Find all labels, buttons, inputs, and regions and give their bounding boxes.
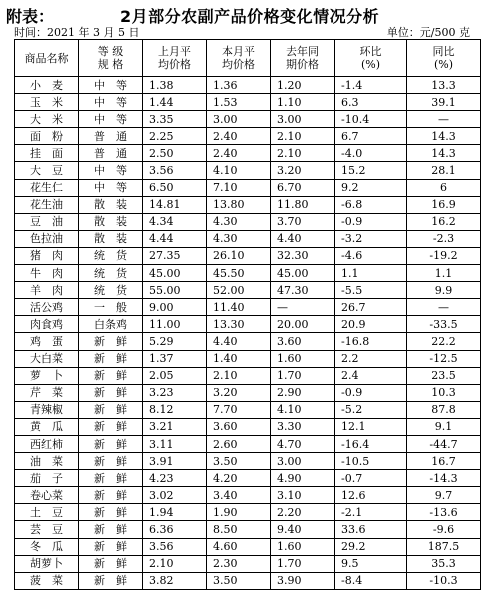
cell-this-month: 3.40 [207, 487, 271, 504]
cell-grade: 白条鸡 [79, 316, 143, 333]
cell-mom: 12.1 [335, 418, 407, 435]
cell-name: 鸡 蛋 [15, 333, 79, 350]
cell-this-month: 4.60 [207, 538, 271, 555]
report-header [0, 0, 484, 40]
price-unit: 单位：元/500 克 [386, 26, 470, 39]
col-header-this-month: 本月平 均价格 [207, 40, 271, 77]
cell-mom: -4.0 [335, 145, 407, 162]
cell-grade: 新 鲜 [79, 384, 143, 401]
cell-yoy: 9.1 [407, 418, 481, 435]
cell-yoy: -10.3 [407, 572, 481, 589]
cell-last-year: 1.60 [271, 538, 335, 555]
cell-name: 色拉油 [15, 230, 79, 247]
table-row [15, 128, 481, 145]
cell-last-month: 2.50 [143, 145, 207, 162]
table-row [15, 367, 481, 384]
cell-mom: 15.2 [335, 162, 407, 179]
cell-name: 小 麦 [15, 77, 79, 94]
table-row [15, 247, 481, 264]
cell-grade: 新 鲜 [79, 572, 143, 589]
cell-this-month: 45.50 [207, 265, 271, 282]
cell-this-month: 2.60 [207, 435, 271, 452]
page-title: 2月部分农副产品价格变化情况分析 [120, 7, 380, 26]
cell-name: 大白菜 [15, 350, 79, 367]
cell-last-year: 2.90 [271, 384, 335, 401]
cell-last-year: 4.70 [271, 435, 335, 452]
cell-this-month: 3.20 [207, 384, 271, 401]
cell-mom: -10.4 [335, 111, 407, 128]
cell-name: 胡萝卜 [15, 555, 79, 572]
cell-mom: 9.2 [335, 179, 407, 196]
cell-mom: -6.8 [335, 196, 407, 213]
cell-this-month: 2.10 [207, 367, 271, 384]
cell-last-month: 4.23 [143, 470, 207, 487]
cell-last-year: 3.20 [271, 162, 335, 179]
table-row [15, 282, 481, 299]
cell-grade: 中 等 [79, 77, 143, 94]
cell-grade: 统 货 [79, 265, 143, 282]
cell-last-month: 3.56 [143, 162, 207, 179]
cell-yoy: — [407, 299, 481, 316]
cell-yoy: 13.3 [407, 77, 481, 94]
cell-last-year: 47.30 [271, 282, 335, 299]
cell-name: 黄 瓜 [15, 418, 79, 435]
cell-name: 茄 子 [15, 470, 79, 487]
cell-grade: 统 货 [79, 247, 143, 264]
cell-mom: 33.6 [335, 521, 407, 538]
cell-this-month: 11.40 [207, 299, 271, 316]
cell-last-month: 3.56 [143, 538, 207, 555]
cell-last-month: 3.82 [143, 572, 207, 589]
col-header-last-month: 上月平 均价格 [143, 40, 207, 77]
cell-name: 活公鸡 [15, 299, 79, 316]
cell-grade: 中 等 [79, 179, 143, 196]
table-row [15, 333, 481, 350]
cell-this-month: 2.40 [207, 128, 271, 145]
cell-grade: 新 鲜 [79, 401, 143, 418]
cell-grade: 新 鲜 [79, 350, 143, 367]
table-row [15, 350, 481, 367]
cell-mom: 2.2 [335, 350, 407, 367]
cell-last-month: 3.02 [143, 487, 207, 504]
cell-last-year: 3.00 [271, 453, 335, 470]
cell-grade: 新 鲜 [79, 555, 143, 572]
cell-last-year: 3.00 [271, 111, 335, 128]
cell-name: 油 菜 [15, 453, 79, 470]
cell-name: 花生油 [15, 196, 79, 213]
cell-yoy: -44.7 [407, 435, 481, 452]
cell-last-year: 3.60 [271, 333, 335, 350]
cell-grade: 新 鲜 [79, 504, 143, 521]
cell-this-month: 1.90 [207, 504, 271, 521]
cell-grade: 新 鲜 [79, 453, 143, 470]
cell-mom: 6.3 [335, 94, 407, 111]
cell-name: 面 粉 [15, 128, 79, 145]
cell-name: 猪 肉 [15, 247, 79, 264]
table-row [15, 453, 481, 470]
cell-grade: 一 般 [79, 299, 143, 316]
cell-grade: 新 鲜 [79, 367, 143, 384]
cell-last-year: 2.10 [271, 145, 335, 162]
table-row [15, 145, 481, 162]
cell-grade: 新 鲜 [79, 435, 143, 452]
cell-yoy: 9.7 [407, 487, 481, 504]
col-header-yoy: 同比 (%) [407, 40, 481, 77]
table-row [15, 299, 481, 316]
table-row [15, 384, 481, 401]
cell-yoy: -9.6 [407, 521, 481, 538]
table-row [15, 111, 481, 128]
cell-mom: -0.7 [335, 470, 407, 487]
cell-name: 肉食鸡 [15, 316, 79, 333]
cell-last-month: 55.00 [143, 282, 207, 299]
cell-last-year: 20.00 [271, 316, 335, 333]
cell-last-month: 1.37 [143, 350, 207, 367]
cell-grade: 新 鲜 [79, 470, 143, 487]
cell-this-month: 4.30 [207, 230, 271, 247]
cell-grade: 普 通 [79, 128, 143, 145]
cell-grade: 普 通 [79, 145, 143, 162]
cell-last-month: 5.29 [143, 333, 207, 350]
cell-yoy: 1.1 [407, 265, 481, 282]
table-row [15, 196, 481, 213]
cell-name: 羊 肉 [15, 282, 79, 299]
cell-yoy: 28.1 [407, 162, 481, 179]
cell-mom: -10.5 [335, 453, 407, 470]
table-row [15, 470, 481, 487]
cell-last-month: 3.11 [143, 435, 207, 452]
cell-this-month: 3.50 [207, 572, 271, 589]
cell-this-month: 7.10 [207, 179, 271, 196]
cell-last-month: 6.36 [143, 521, 207, 538]
cell-last-month: 3.23 [143, 384, 207, 401]
cell-last-year: 3.90 [271, 572, 335, 589]
cell-last-year: 2.20 [271, 504, 335, 521]
cell-last-year: 6.70 [271, 179, 335, 196]
cell-mom: -5.2 [335, 401, 407, 418]
appendix-label: 附表： [6, 7, 55, 26]
cell-name: 卷心菜 [15, 487, 79, 504]
cell-yoy: 14.3 [407, 128, 481, 145]
cell-grade: 散 装 [79, 196, 143, 213]
cell-this-month: 4.10 [207, 162, 271, 179]
cell-last-year: 32.30 [271, 247, 335, 264]
cell-this-month: 2.30 [207, 555, 271, 572]
table-row [15, 162, 481, 179]
table-row [15, 213, 481, 230]
cell-this-month: 3.60 [207, 418, 271, 435]
cell-name: 花生仁 [15, 179, 79, 196]
cell-this-month: 2.40 [207, 145, 271, 162]
cell-mom: -16.8 [335, 333, 407, 350]
cell-mom: 9.5 [335, 555, 407, 572]
cell-this-month: 4.20 [207, 470, 271, 487]
cell-last-month: 2.10 [143, 555, 207, 572]
cell-last-month: 4.34 [143, 213, 207, 230]
cell-grade: 新 鲜 [79, 521, 143, 538]
cell-mom: 29.2 [335, 538, 407, 555]
cell-last-year: 1.70 [271, 367, 335, 384]
cell-last-year: 2.10 [271, 128, 335, 145]
cell-this-month: 13.80 [207, 196, 271, 213]
table-row [15, 521, 481, 538]
cell-yoy: 6 [407, 179, 481, 196]
cell-this-month: 3.50 [207, 453, 271, 470]
cell-name: 牛 肉 [15, 265, 79, 282]
cell-name: 芹 菜 [15, 384, 79, 401]
cell-grade: 新 鲜 [79, 487, 143, 504]
table-row [15, 487, 481, 504]
cell-yoy: -19.2 [407, 247, 481, 264]
cell-name: 大 豆 [15, 162, 79, 179]
cell-this-month: 4.30 [207, 213, 271, 230]
col-header-name: 商品名称 [15, 40, 79, 77]
cell-this-month: 1.36 [207, 77, 271, 94]
cell-last-year: 3.70 [271, 213, 335, 230]
cell-name: 西红柿 [15, 435, 79, 452]
cell-last-month: 1.94 [143, 504, 207, 521]
cell-last-month: 1.44 [143, 94, 207, 111]
table-row [15, 538, 481, 555]
cell-yoy: -14.3 [407, 470, 481, 487]
cell-name: 芸 豆 [15, 521, 79, 538]
cell-yoy: 10.3 [407, 384, 481, 401]
col-header-mom: 环比 (%) [335, 40, 407, 77]
cell-last-year: 1.70 [271, 555, 335, 572]
cell-last-month: 1.38 [143, 77, 207, 94]
cell-last-year: 45.00 [271, 265, 335, 282]
cell-yoy: — [407, 111, 481, 128]
cell-this-month: 26.10 [207, 247, 271, 264]
cell-name: 菠 菜 [15, 572, 79, 589]
cell-this-month: 13.30 [207, 316, 271, 333]
cell-yoy: 23.5 [407, 367, 481, 384]
cell-last-month: 3.91 [143, 453, 207, 470]
cell-this-month: 1.40 [207, 350, 271, 367]
cell-yoy: 39.1 [407, 94, 481, 111]
cell-last-year: — [271, 299, 335, 316]
cell-mom: -4.6 [335, 247, 407, 264]
col-header-last-year: 去年同 期价格 [271, 40, 335, 77]
cell-mom: -3.2 [335, 230, 407, 247]
price-table [14, 39, 481, 590]
cell-last-month: 3.35 [143, 111, 207, 128]
cell-this-month: 8.50 [207, 521, 271, 538]
table-header-row [15, 40, 481, 77]
cell-mom: 2.4 [335, 367, 407, 384]
cell-yoy: 35.3 [407, 555, 481, 572]
table-row [15, 504, 481, 521]
cell-last-year: 3.10 [271, 487, 335, 504]
cell-name: 土 豆 [15, 504, 79, 521]
cell-this-month: 1.53 [207, 94, 271, 111]
cell-mom: -0.9 [335, 384, 407, 401]
cell-mom: 26.7 [335, 299, 407, 316]
cell-last-month: 9.00 [143, 299, 207, 316]
table-row [15, 94, 481, 111]
cell-last-month: 11.00 [143, 316, 207, 333]
cell-last-month: 4.44 [143, 230, 207, 247]
cell-yoy: 87.8 [407, 401, 481, 418]
report-date: 时间：2021 年 3 月 5 日 [14, 26, 140, 39]
cell-yoy: 16.7 [407, 453, 481, 470]
cell-name: 萝 卜 [15, 367, 79, 384]
table-row [15, 316, 481, 333]
cell-grade: 新 鲜 [79, 333, 143, 350]
cell-last-year: 11.80 [271, 196, 335, 213]
cell-last-month: 45.00 [143, 265, 207, 282]
cell-yoy: -13.6 [407, 504, 481, 521]
cell-name: 冬 瓜 [15, 538, 79, 555]
cell-this-month: 4.40 [207, 333, 271, 350]
cell-grade: 中 等 [79, 94, 143, 111]
table-row [15, 77, 481, 94]
cell-yoy: 14.3 [407, 145, 481, 162]
cell-last-year: 9.40 [271, 521, 335, 538]
cell-this-month: 3.00 [207, 111, 271, 128]
cell-yoy: 16.2 [407, 213, 481, 230]
cell-last-year: 4.40 [271, 230, 335, 247]
cell-name: 玉 米 [15, 94, 79, 111]
table-row [15, 435, 481, 452]
cell-name: 挂 面 [15, 145, 79, 162]
cell-last-month: 3.21 [143, 418, 207, 435]
cell-last-year: 4.10 [271, 401, 335, 418]
cell-mom: -8.4 [335, 572, 407, 589]
table-row [15, 230, 481, 247]
table-body [15, 77, 481, 590]
cell-yoy: 9.9 [407, 282, 481, 299]
cell-grade: 新 鲜 [79, 538, 143, 555]
cell-mom: -1.4 [335, 77, 407, 94]
table-row [15, 179, 481, 196]
cell-last-year: 1.60 [271, 350, 335, 367]
cell-mom: -16.4 [335, 435, 407, 452]
cell-yoy: -2.3 [407, 230, 481, 247]
cell-mom: 12.6 [335, 487, 407, 504]
cell-last-month: 2.25 [143, 128, 207, 145]
cell-last-month: 2.05 [143, 367, 207, 384]
table-row [15, 265, 481, 282]
cell-mom: 1.1 [335, 265, 407, 282]
cell-yoy: 187.5 [407, 538, 481, 555]
cell-last-month: 6.50 [143, 179, 207, 196]
cell-this-month: 7.70 [207, 401, 271, 418]
cell-last-month: 27.35 [143, 247, 207, 264]
cell-yoy: -33.5 [407, 316, 481, 333]
cell-mom: 6.7 [335, 128, 407, 145]
cell-grade: 中 等 [79, 162, 143, 179]
cell-name: 豆 油 [15, 213, 79, 230]
cell-mom: -2.1 [335, 504, 407, 521]
cell-mom: -5.5 [335, 282, 407, 299]
cell-yoy: 16.9 [407, 196, 481, 213]
cell-mom: 20.9 [335, 316, 407, 333]
cell-last-year: 1.20 [271, 77, 335, 94]
cell-last-year: 1.10 [271, 94, 335, 111]
cell-name: 大 米 [15, 111, 79, 128]
cell-mom: -0.9 [335, 213, 407, 230]
col-header-grade: 等 级 规 格 [79, 40, 143, 77]
table-row [15, 572, 481, 589]
cell-grade: 新 鲜 [79, 418, 143, 435]
cell-yoy: -12.5 [407, 350, 481, 367]
cell-grade: 散 装 [79, 230, 143, 247]
table-row [15, 555, 481, 572]
table-row [15, 401, 481, 418]
cell-last-month: 8.12 [143, 401, 207, 418]
cell-last-year: 3.30 [271, 418, 335, 435]
cell-grade: 散 装 [79, 213, 143, 230]
cell-grade: 统 货 [79, 282, 143, 299]
table-row [15, 418, 481, 435]
cell-this-month: 52.00 [207, 282, 271, 299]
cell-name: 青辣椒 [15, 401, 79, 418]
cell-last-month: 14.81 [143, 196, 207, 213]
cell-yoy: 22.2 [407, 333, 481, 350]
cell-grade: 中 等 [79, 111, 143, 128]
cell-last-year: 4.90 [271, 470, 335, 487]
